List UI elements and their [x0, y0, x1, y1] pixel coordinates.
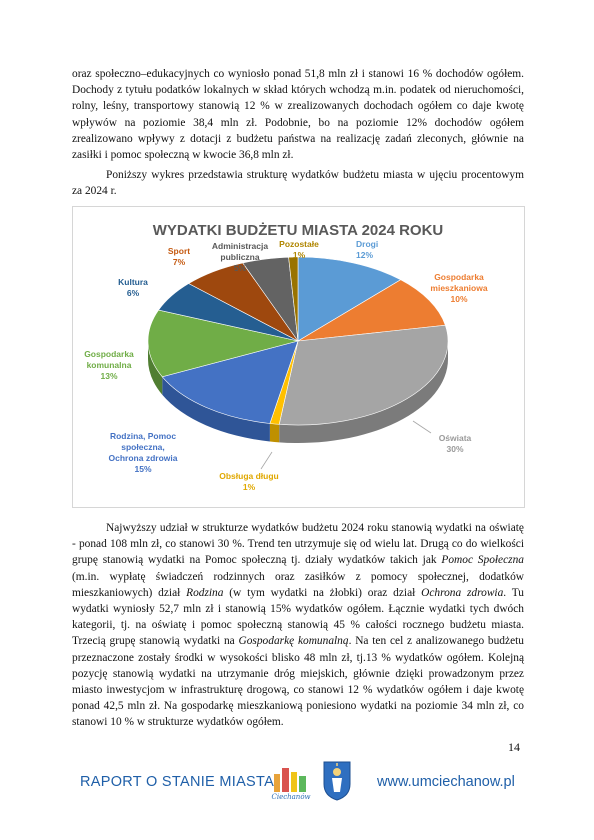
coat-of-arms-icon: [322, 760, 352, 802]
slice-label-line: Sport: [167, 246, 191, 256]
slice-label-pozostale: [279, 239, 319, 260]
paragraph-analysis: [72, 520, 524, 731]
paragraph-income: [72, 66, 524, 163]
analysis-italic-pomoc: Pomoc Społeczna: [441, 554, 524, 567]
slice-label-line: 13%: [100, 371, 118, 381]
analysis-italic-komunalna: Gospodarkę komunalną: [238, 635, 349, 648]
leader-line-dlug: [261, 452, 272, 469]
slice-label-line: Oświata: [438, 433, 472, 443]
paragraph-chart-intro: [72, 167, 524, 199]
slice-label-oswiata: [439, 433, 472, 454]
expenditure-pie-chart: [72, 206, 525, 508]
slice-label-line: Gospodarka: [434, 272, 484, 282]
analysis-text-4: . Tu wydatki wyniosły 52,7 mln zł i stanowią 15% wydatków ogółem. Łącznie wydatki tych dwóch kategorii, tj. na oświatę i pomoc społeczną stanowią 45 % całości rocznego budżetu miasta. Trzecią grupę stanowią wydatki na: [72, 586, 524, 648]
analysis-text-3: (w tym wydatki na żłobki) oraz dział: [223, 586, 422, 599]
pie-chart-svg: [73, 207, 524, 507]
slice-label-line: Pozostałe: [279, 239, 319, 249]
slice-label-line: Drogi: [356, 239, 379, 249]
pie-side-obsluga-dlugu: [270, 424, 279, 443]
slice-label-line: 30%: [446, 444, 464, 454]
slice-label-line: 12%: [356, 250, 374, 260]
paragraph-chart-intro-text: Poniższy wykres przedstawia strukturę wydatków budżetu miasta w ujęciu procentowym za 2024 r.: [72, 169, 524, 198]
city-logo-icon: [268, 764, 314, 802]
footer-report-title: RAPORT O STANIE MIASTA: [80, 774, 275, 790]
slice-label-mieszkaniowa: [430, 272, 487, 304]
pie-slice-oswiata: [279, 325, 448, 425]
slice-label-line: komunalna: [86, 360, 132, 370]
footer-website-link[interactable]: www.umciechanow.pl: [377, 774, 515, 790]
slice-label-line: społeczna,: [121, 442, 165, 452]
slice-label-line: 7%: [172, 257, 186, 267]
analysis-text-2: (m.in. wypłatę świadczeń rodzinnych oraz zasiłków z pomocy społecznej, dodatków mieszkaniowych) dział: [72, 570, 524, 599]
slice-label-line: 10%: [450, 294, 468, 304]
slice-label-line: Rodzina, Pomoc: [109, 431, 177, 441]
slice-label-line: Ochrona zdrowia: [108, 453, 178, 463]
page-number: 14: [508, 740, 520, 754]
slice-label-line: mieszkaniowa: [430, 283, 488, 293]
slice-label-line: 15%: [134, 464, 152, 474]
slice-label-line: 1%: [292, 250, 306, 260]
chart-title: WYDATKI BUDŻETU MIASTA 2024 ROKU: [152, 222, 444, 239]
slice-label-line: 5%: [233, 263, 247, 273]
leader-line-oswiata: [413, 421, 431, 433]
slice-label-komunalna: [84, 349, 134, 381]
slice-label-sport: [168, 246, 190, 267]
analysis-text-5: . Na ten cel z analizowanego budżetu przeznaczone zostały środki w wysokości blisko 48 mln zł, tj.13 % wydatków ogółem. Kolejną pozycję stanowią wydatki na utrzymanie dróg miejskich, głównie dzięki prowadzonym przez miasto inwestycjom w infrastrukturę drogową, co stanowi 12 % wydatków ogółem i daje kwotę ponad 42,5 mln zł. Na gospodarkę mieszkaniową poniesiono wydatki na poziomie 34 mln zł, co stanowi 10 % w strukturze wydatków ogółem.: [72, 635, 524, 729]
analysis-italic-ochrona: Ochrona zdrowia: [421, 586, 504, 599]
paragraph-income-text: oraz społeczno–edukacyjnych co wyniosło ponad 51,8 mln zł i stanowi 16 % dochodów ogółem. Dochody z tytułu podatków lokalnych w skład których wchodzą m.in. podatek od nieruchomości, rolny, leśny, transportowy stanowią 12 % w zrealizowanych dochodach ogółem co daje kwotę wpływów na poziomie 38,4 mln zł. Podobnie, bo na poziomie 12% dochodów ogółem zrealizowano wpływy z dotacji z budżetu państwa na realizację zadań zleconych, głównie na zasiłki i pomoc społeczną w kwocie 36,8 mln zł.: [72, 68, 524, 162]
slice-label-line: 6%: [126, 288, 140, 298]
slice-label-line: Obsługa długu: [219, 471, 279, 481]
slice-label-dlug: [219, 471, 279, 492]
slice-label-line: publiczna: [220, 252, 260, 262]
slice-label-line: 1%: [242, 482, 256, 492]
slice-label-rodzina: [109, 431, 178, 474]
slice-label-line: Kultura: [118, 277, 148, 287]
slice-label-line: Administracja: [211, 241, 269, 251]
logo-city-name: Ciechanów: [271, 793, 311, 801]
slice-label-drogi: [356, 239, 378, 260]
analysis-text-1: Najwyższy udział w strukturze wydatków budżetu 2024 roku stanowią wydatki na oświatę - ponad 108 mln zł, co stanowi 30 %. Trend ten utrzymuje się od wielu lat. Drugą co do wielkości grupę stanowią wydatki na Pomoc społeczną tj. działy wydatków takich jak: [72, 522, 524, 567]
slice-label-kultura: [118, 277, 148, 298]
slice-label-line: Gospodarka: [84, 349, 134, 359]
analysis-italic-rodzina: Rodzina: [186, 586, 224, 599]
